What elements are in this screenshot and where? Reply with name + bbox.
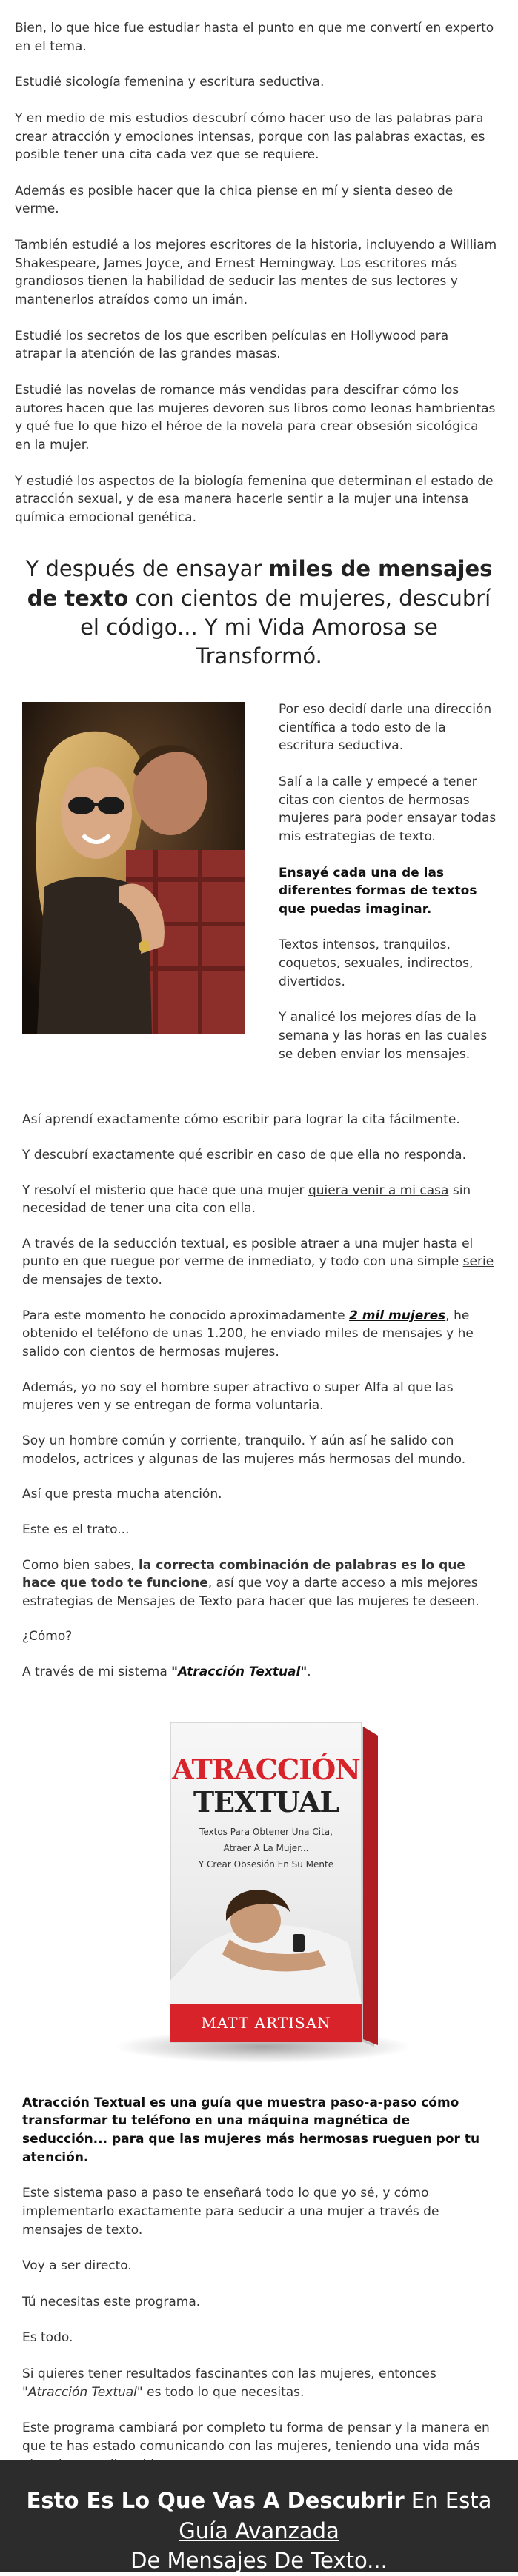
body-p10-a: Como bien sabes, (22, 1557, 139, 1573)
body-p3-a: Y resolví el misterio que hace que una mujer (22, 1182, 308, 1198)
body-p12-product: "Atracción Textual" (171, 1665, 308, 1680)
body-paragraph-11: ¿Cómo? (22, 1629, 73, 1645)
book-author: MATT ARTISAN (201, 2013, 331, 2032)
body-p4-b: . (158, 1273, 162, 1288)
headline-part-1: Y después de ensayar (25, 556, 269, 582)
photo-side-text (245, 700, 497, 1081)
headline-part-2: con cientos de mujeres, descubrí el código... Y mi Vida Amorosa se Transformó. (80, 585, 491, 669)
couple-photo-illustration (22, 702, 245, 1034)
footer-line-2: De Mensajes De Texto... (130, 2548, 388, 2574)
body-paragraph-6: Además, yo no soy el hombre super atractivo o super Alfa al que las mujeres ven y se entregan de forma voluntaria. (22, 1379, 454, 1414)
footer-mid: En Esta (404, 2488, 492, 2513)
body-paragraph-4 (22, 1235, 497, 1290)
body-p3-b: sin necesidad de tener una cita con ella. (22, 1182, 471, 1217)
footer-banner (0, 2460, 518, 2572)
body-p5-b: , he obtenido el teléfono de unas 1.200, he enviado miles de mensajes y he salido con cientos de hermosas mujeres. (22, 1308, 474, 1360)
media-paragraph-3-bold: Ensayé cada una de las diferentes formas de textos que puedas imaginar. (279, 865, 477, 917)
book-title-1: ATRACCIÓN (172, 1752, 360, 1786)
outro-p6-a: Si quieres tener resultados fascinantes con las mujeres, entonces (22, 2366, 436, 2382)
book-subtitle-3: Y Crear Obsesión En Su Mente (198, 1859, 334, 1870)
footer-link[interactable]: Guía Avanzada (179, 2518, 339, 2543)
body-paragraph-12 (22, 1663, 497, 1682)
body-p4-a: A través de la seducción textual, es posible atraer a una mujer hasta el punto en que ruegue por verme de inmediato, y todo con una simple (22, 1236, 474, 1270)
intro-paragraph-2: Estudié sicología femenina y escritura seductiva. (15, 75, 325, 90)
outro-paragraph-2: Este sistema paso a paso te enseñará todo lo que yo sé, y cómo implementarlo exactamente para seducir a una mujer a través de mensajes de texto. (22, 2186, 439, 2238)
body-paragraph-1: Así aprendí exactamente cómo escribir para lograr la cita fácilmente. (22, 1112, 460, 1128)
body-paragraph-7: Soy un hombre común y corriente, tranquilo. Y aún así he salido con modelos, actrices y algunas de las mujeres más hermosas del mundo. (22, 1433, 466, 1467)
book-title-2: TEXTUAL (193, 1784, 339, 1819)
intro-paragraph-3: Y en medio de mis estudios descubrí cómo hacer uso de las palabras para crear atracción y emociones intensas, porque con las palabras exactas, es posible tener una cita cada vez que se requiere. (15, 110, 485, 163)
media-paragraph-4: Textos intensos, tranquilos, coquetos, sexuales, indirectos, divertidos. (279, 937, 474, 989)
outro-p6-product: "Atracción Textual" (22, 2384, 143, 2400)
link-quiera-venir[interactable]: quiera venir a mi casa (308, 1182, 449, 1198)
body-p12-a: A través de mi sistema (22, 1665, 172, 1680)
body-section (0, 1111, 518, 1681)
body-paragraph-10 (22, 1556, 497, 1611)
media-paragraph-1: Por eso decidí darle una dirección científica a todo esto de la escritura seductiva. (279, 702, 492, 754)
footer-line-1 (0, 2486, 518, 2546)
intro-paragraph-5: También estudié a los mejores escritores de la historia, incluyendo a William Shakespeare, James Joyce, and Ernest Hemingway. Los escritores más grandiosos tienen la habilidad de seducir las mentes de sus lectores y mantenerlos atraídos como un imán. (15, 238, 497, 308)
outro-p6-b: es todo lo que necesitas. (142, 2384, 305, 2400)
outro-lead: Atracción Textual es una guía que muestra paso-a-paso cómo transformar tu teléfono en una máquina magnética de seducción... para que las mujeres más hermosas rueguen por tu atención. (22, 2095, 480, 2165)
body-p5-strong: 2 mil mujeres (349, 1308, 446, 1323)
body-paragraph-8: Así que presta mucha atención. (22, 1487, 222, 1502)
body-paragraph-9: Este es el trato... (22, 1522, 130, 1537)
couple-photo (22, 702, 245, 1034)
media-paragraph-5: Y analicé los mejores días de la semana y las horas en las cuales se deben enviar los mensajes. (279, 1010, 488, 1062)
media-paragraph-2: Salí a la calle y empecé a tener citas con cientos de hermosas mujeres para poder ensayar todas mis estrategias de texto. (279, 774, 497, 844)
body-paragraph-2: Y descubrí exactamente qué escribir en caso de que ella no responda. (22, 1147, 466, 1162)
outro-paragraph-5: Es todo. (22, 2330, 73, 2346)
intro-section (0, 0, 518, 526)
footer-bold: Esto Es Lo Que Vas A Descubrir (26, 2488, 405, 2513)
headline (15, 555, 503, 671)
body-p10-bold: la correcta combinación de palabras es lo que hace que todo te funcione (22, 1557, 465, 1591)
book-subtitle-2: Atraer A La Mujer... (223, 1842, 309, 1853)
intro-paragraph-8: Y estudié los aspectos de la biología femenina que determinan el estado de atracción sexual, y de esa manera hacerle sentir a la mujer una intensa química emocional genética. (15, 473, 494, 525)
book-subtitle-1: Textos Para Obtener Una Cita, (199, 1826, 333, 1837)
intro-paragraph-1: Bien, lo que hice fue estudiar hasta el punto en que me convertí en experto en el tema. (15, 21, 494, 54)
body-p5-a: Para este momento he conocido aproximadamente (22, 1308, 350, 1323)
body-paragraph-5 (22, 1307, 497, 1362)
intro-paragraph-6: Estudié los secretos de los que escriben películas en Hollywood para atrapar la atención de las grandes masas. (15, 328, 449, 362)
intro-paragraph-4: Además es posible hacer que la chica piense en mí y sienta deseo de verme. (15, 183, 454, 217)
link-serie-mensajes[interactable]: serie de mensajes de texto (22, 1254, 494, 1288)
outro-paragraph-4: Tú necesitas este programa. (22, 2294, 201, 2309)
book-cover-image (0, 1699, 518, 2084)
media-paragraph-3 (279, 864, 497, 919)
body-p10-b: , así que voy a darte acceso a mis mejores estrategias de Mensajes de Texto para hacer que las mujeres te deseen. (22, 1576, 479, 1609)
photo-text-row (0, 700, 518, 1081)
outro-section (0, 2084, 518, 2475)
body-p12-b: . (307, 1665, 311, 1680)
body-paragraph-3 (22, 1182, 497, 1218)
intro-paragraph-7: Estudié las novelas de romance más vendidas para descifrar cómo los autores hacen que las mujeres devoren sus libros como leonas hambrientas y qué fue lo que hizo el héroe de la novela para crear obsesión sicológica en la mujer. (15, 382, 496, 452)
outro-paragraph-7: Este programa cambiará por completo tu forma de pensar y la manera en que te has estado comunicando con las mujeres, teniendo una vida más (22, 2421, 490, 2455)
outro-paragraph-3: Voy a ser directo. (22, 2258, 132, 2274)
headline-bold: miles de mensajes de texto (27, 556, 493, 611)
outro-paragraph-6 (22, 2365, 497, 2401)
